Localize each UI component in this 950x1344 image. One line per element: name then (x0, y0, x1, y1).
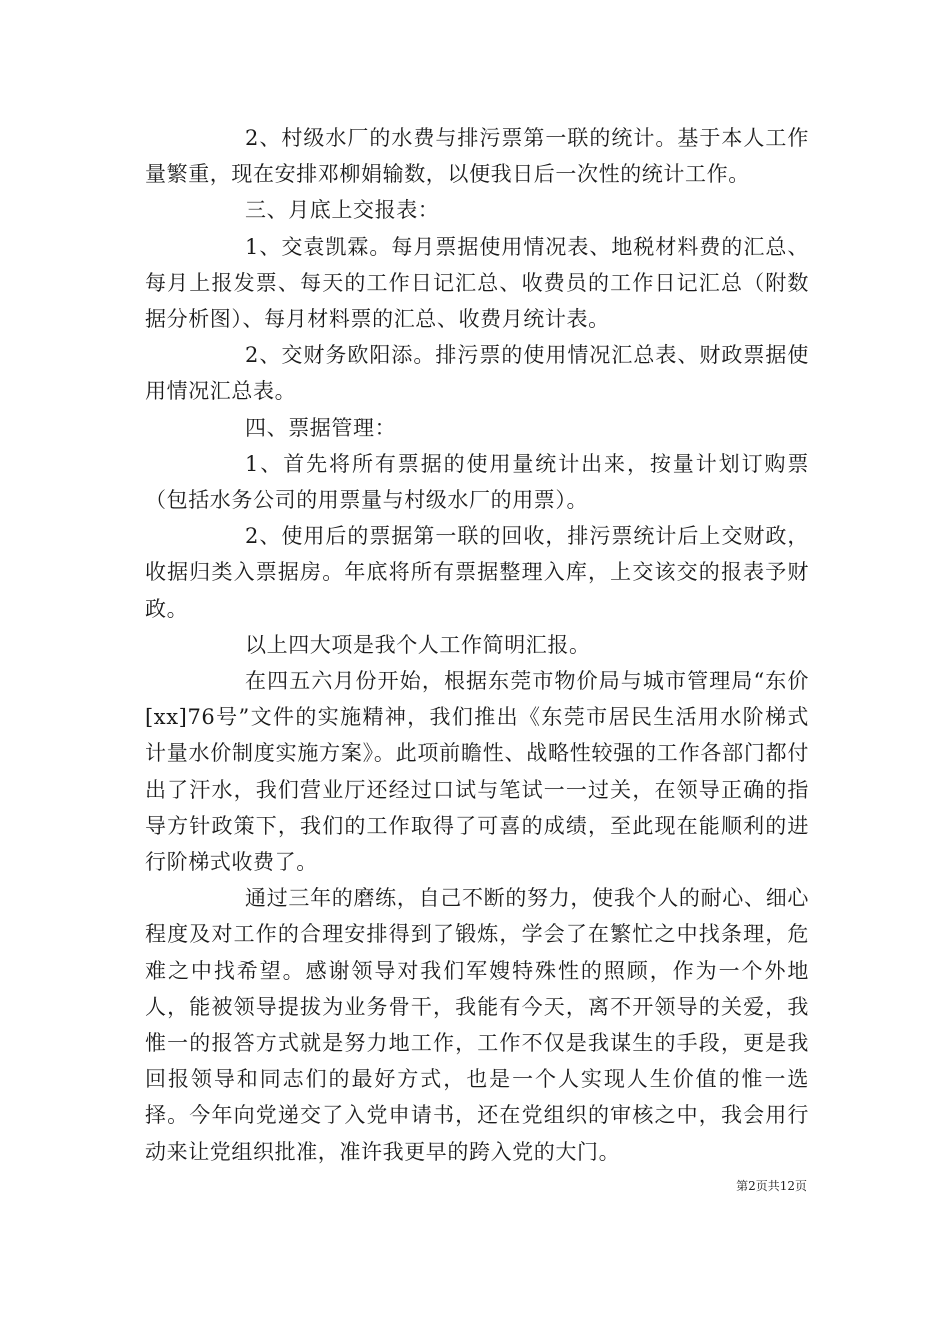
paragraph-tiered-pricing: 在四五六月份开始，根据东莞市物价局与城市管理局“东价[xx]76号”文件的实施精神，我们推出《东莞市居民生活用水阶梯式计量水价制度实施方案》。此项前瞻性、战略性较强的工作各部门都付出了汗水，我们营业厅还经过口试与笔试一一过关，在领导正确的指导方针政策下，我们的工作取得了可喜的成绩，至此现在能顺利的进行阶梯式收费了。 (145, 669, 809, 875)
paragraph-report-to-yuan: 1、交袁凯霖。每月票据使用情况表、地税材料费的汇总、每月上报发票、每天的工作日记汇总、收费员的工作日记汇总（附数据分析图）、每月材料票的汇总、收费月统计表。 (145, 234, 809, 332)
section-heading-monthly-reports: 三、月底上交报表： (245, 198, 440, 223)
paragraph-personal-growth: 通过三年的磨练，自己不断的努力，使我个人的耐心、细心程度及对工作的合理安排得到了锻炼，学会了在繁忙之中找条理，危难之中找希望。感谢领导对我们军嫂特殊性的照顾，作为一个外地人，能被领导提拔为业务骨干，我能有今天，离不开领导的关爱，我惟一的报答方式就是努力地工作，工作不仅是我谋生的手段，更是我回报领导和同志们的最好方式，也是一个人实现人生价值的惟一选择。今年向党递交了入党申请书，还在党组织的审核之中，我会用行动来让党组织批准，准许我更早的跨入党的大门。 (145, 886, 809, 1164)
paragraph-report-to-finance: 2、交财务欧阳添。排污票的使用情况汇总表、财政票据使用情况汇总表。 (145, 343, 809, 404)
section-heading-ticket-management: 四、票据管理： (245, 415, 397, 440)
document-body (145, 120, 809, 1170)
paragraph-item-2-water-plant: 2、村级水厂的水费与排污票第一联的统计。基于本人工作量繁重，现在安排邓柳娟输数，以便我日后一次性的统计工作。 (145, 126, 809, 187)
paragraph-ticket-ordering: 1、首先将所有票据的使用量统计出来，按量计划订购票（包括水务公司的用票量与村级水厂的用票）。 (145, 451, 809, 513)
page-number-footer: 第2页共12页 (736, 1179, 807, 1193)
paragraph-ticket-recovery: 2、使用后的票据第一联的回收，排污票统计后上交财政，收据归类入票据房。年底将所有票据整理入库，上交该交的报表予财政。 (145, 524, 809, 621)
paragraph-summary: 以上四大项是我个人工作简明汇报。 (245, 632, 591, 657)
